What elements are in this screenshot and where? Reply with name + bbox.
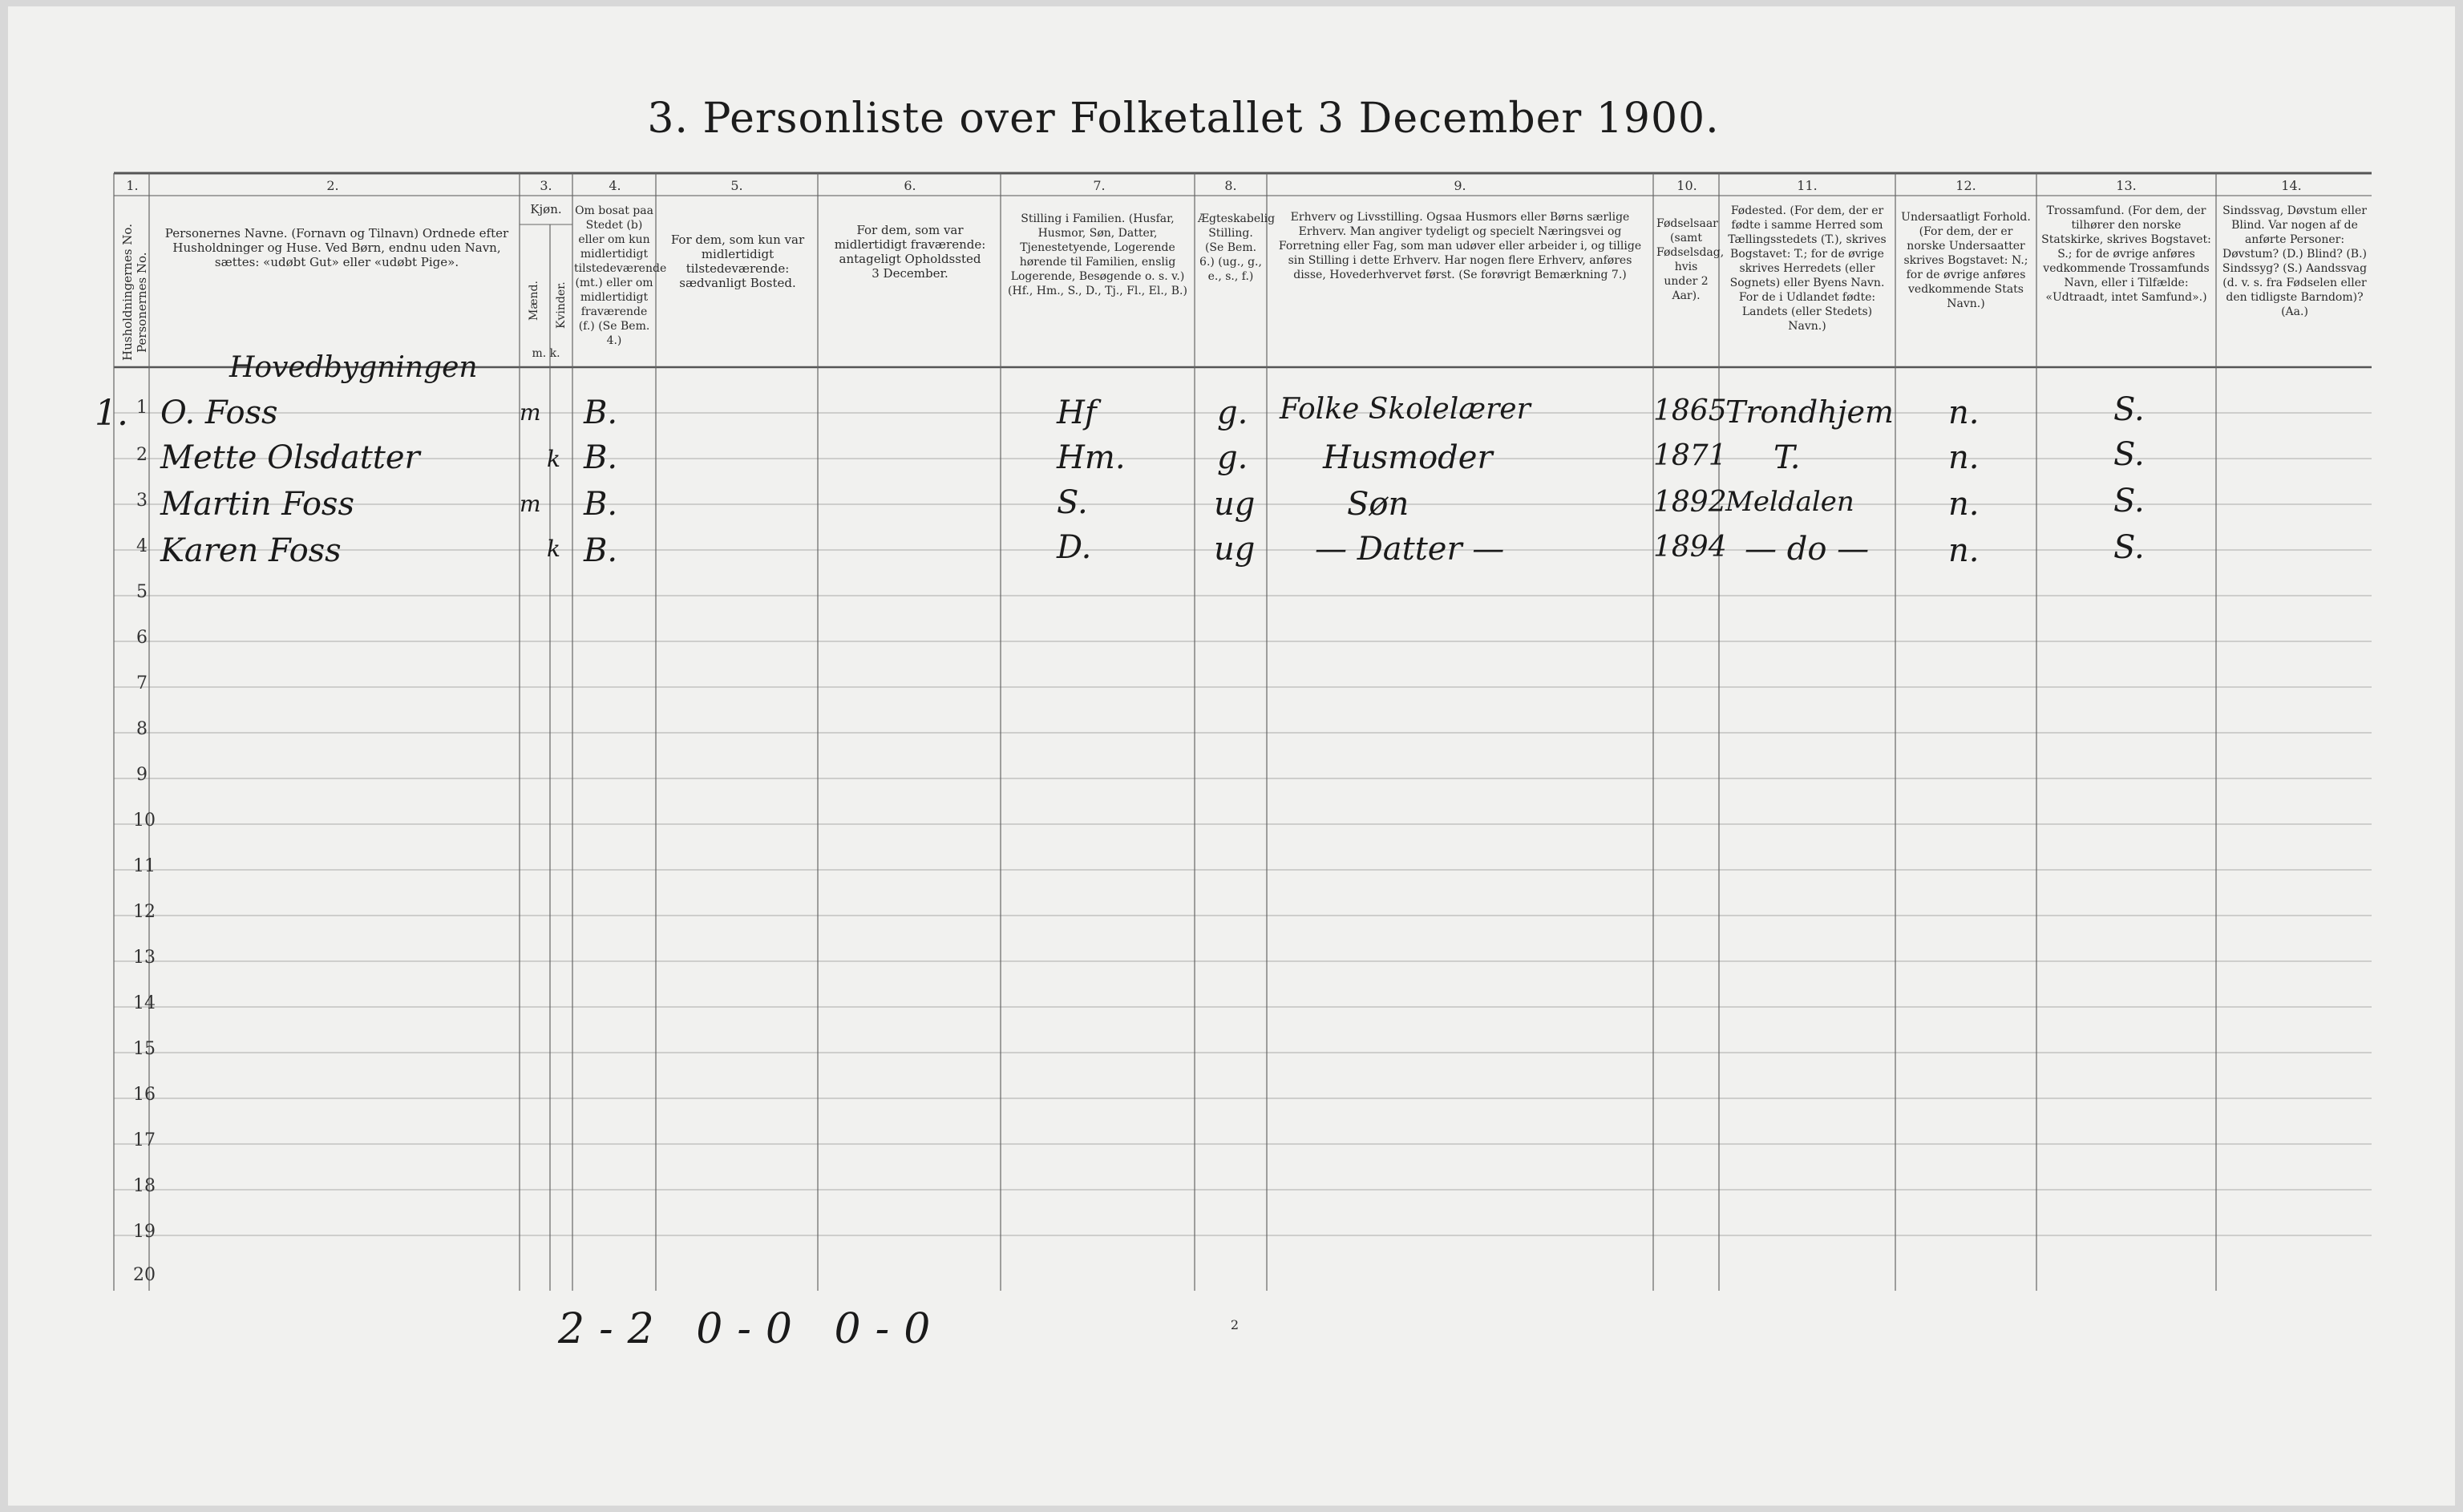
column-number-6: 6.	[904, 178, 916, 193]
header-sex-men: Mænd.	[528, 281, 540, 321]
occupation: Folke Skolelærer	[1280, 393, 1531, 426]
page-title: 3. Personliste over Folketallet 3 December 1900.	[647, 95, 1720, 143]
row-number: 7	[136, 673, 148, 693]
religion: S.	[2113, 483, 2145, 519]
column-number-4: 4.	[609, 178, 621, 193]
citizenship: n.	[1948, 439, 1980, 476]
sex-mark: k	[547, 536, 560, 562]
header-family-position: Stilling i Familien. (Husfar, Husmor, Søn, Datter, Tjenestetyende, Logerende hørende til Familien, enslig Logerende, Besøgende o. s. v.) (Hf., Hm., S., D., Tj., Fl., El., B.)	[1008, 212, 1187, 297]
person-name: O. Foss	[160, 394, 278, 431]
marital-status: ug	[1214, 486, 1256, 523]
row-number: 18	[133, 1176, 156, 1196]
citizenship: n.	[1948, 394, 1980, 431]
row-number: 16	[133, 1085, 156, 1105]
person-name: Mette Olsdatter	[160, 439, 420, 476]
header-marital-status: Ægteskabelig Stilling. (Se Bem. 6.) (ug., g., e., s., f.)	[1198, 212, 1276, 283]
header-residence: Om bosat paa Stedet (b) eller om kun midlertidigt tilstedeværende (mt.) eller om midlertidigt fraværende (f.) (Se Bem. 4.)	[574, 204, 667, 347]
header-religion: Trossamfund. (For dem, der tilhører den norske Statskirke, skrives Bogstavet: S.; for de øvrige anføres vedkommende Trossamfunds Navn, eller i Tilfælde: «Udtraadt, intet Samfund».)	[2041, 204, 2211, 304]
person-name: Karen Foss	[160, 532, 342, 569]
column-number-8: 8.	[1224, 178, 1237, 193]
column-number-13: 13.	[2116, 178, 2137, 193]
header-occupation: Erhverv og Livsstilling. Ogsaa Husmors eller Børns særlige Erhverv. Man angiver tydeligt og specielt Næringsvei og Forretning eller Fag, som man udøver eller arbeider i, og tillige sin Stilling i dette Erhverv. Har nogen flere Erhverv, anføres disse, Hovederhvervet først. (Se forøvrigt Bemærkning 7.)	[1278, 211, 1642, 281]
row-number: 17	[133, 1130, 156, 1150]
birthplace: Trondhjem	[1725, 394, 1894, 430]
row-number: 2	[136, 445, 148, 465]
birth-year: 1865	[1653, 394, 1727, 427]
row-number: 5	[136, 582, 148, 602]
row-number: 3	[136, 491, 148, 511]
marital-status: ug	[1214, 531, 1256, 568]
row-number: 14	[133, 993, 156, 1013]
household-number: 1.	[95, 393, 128, 434]
birth-year: 1871	[1653, 439, 1727, 472]
occupation: Søn	[1347, 486, 1409, 523]
header-usual-residence: For dem, som kun var midlertidigt tilstedeværende: sædvanligt Bosted.	[670, 232, 805, 290]
occupation: — Datter —	[1315, 531, 1505, 568]
birth-year: 1892	[1653, 486, 1727, 519]
column-number-2: 2.	[326, 178, 339, 193]
header-names: Personernes Navne. (Fornavn og Tilnavn) Ordnede efter Husholdninger og Huse. Ved Børn, endnu uden Navn, sættes: «udøbt Gut» eller «udøbt Pige».	[164, 226, 509, 269]
row-number: 13	[133, 948, 156, 968]
family-position: S.	[1057, 484, 1088, 521]
marital-status: g.	[1217, 439, 1248, 476]
household-label: Hovedbygningen	[229, 351, 478, 384]
sex-mark: m	[520, 491, 541, 517]
header-sex-mk: m. k.	[532, 347, 560, 360]
header-person-no: Personernes No.	[135, 252, 149, 353]
header-temporary-location: For dem, som var midlertidigt fraværende: antageligt Opholdssted 3 December.	[834, 223, 986, 281]
occupation: Husmoder	[1323, 439, 1493, 476]
row-number: 4	[136, 536, 148, 556]
page-number: 2	[1230, 1317, 1240, 1332]
column-number-3: 3.	[540, 178, 552, 193]
birthplace: — do —	[1745, 531, 1870, 568]
person-name: Martin Foss	[160, 486, 354, 523]
sex-mark: k	[547, 446, 560, 472]
column-number-12: 12.	[1955, 178, 1976, 193]
residence-mark: B.	[584, 394, 618, 431]
row-number: 6	[136, 628, 148, 648]
header-disability: Sindssvag, Døvstum eller Blind. Var nogen af de anførte Personer: Døvstum? (D.) Blind? (B.) Sindssyg? (S.) Aandssvag (d. v. s. fra Fødselen eller den tidligste Barndom)? (Aa.)	[2222, 204, 2368, 318]
row-number: 19	[133, 1222, 156, 1242]
birthplace: T.	[1773, 439, 1801, 476]
family-position: Hf	[1057, 394, 1097, 431]
residence-mark: B.	[584, 439, 618, 476]
column-number-1: 1.	[126, 178, 139, 193]
header-birth-year: Fødselsaar (samt Fødselsdag, hvis under 2 Aar).	[1656, 217, 1725, 302]
row-number: 12	[133, 902, 156, 922]
footer-tally: 2-2 0-0 0-0	[558, 1305, 945, 1353]
residence-mark: B.	[584, 486, 618, 523]
column-number-5: 5.	[730, 178, 743, 193]
column-number-11: 11.	[1797, 178, 1818, 193]
header-sex-women: Kvinder.	[555, 281, 568, 329]
header-birthplace: Fødested. (For dem, der er fødte i samme Herred som Tællingsstedets (T.), skrives Bogstavet: T.; for de øvrige skrives Herredets (eller Sognets) eller Byens Navn. For de i Udlandet fødte: Landets (eller Stedets) Navn.)	[1728, 204, 1887, 333]
marital-status: g.	[1217, 394, 1248, 431]
family-position: Hm.	[1057, 439, 1126, 476]
birthplace: Meldalen	[1725, 486, 1854, 518]
sex-mark: m	[520, 399, 541, 426]
row-number: 11	[133, 856, 156, 876]
row-number: 10	[133, 811, 156, 831]
residence-mark: B.	[584, 532, 618, 569]
row-number: 15	[133, 1039, 156, 1059]
header-household-no: Husholdningernes No.	[120, 224, 135, 361]
column-number-10: 10.	[1676, 178, 1697, 193]
row-number: 1	[136, 398, 148, 418]
column-number-14: 14.	[2281, 178, 2302, 193]
column-number-9: 9.	[1454, 178, 1466, 193]
citizenship: n.	[1948, 486, 1980, 523]
column-number-7: 7.	[1093, 178, 1106, 193]
religion: S.	[2113, 391, 2145, 428]
birth-year: 1894	[1653, 531, 1727, 564]
header-sex: Kjøn.	[530, 202, 562, 216]
citizenship: n.	[1948, 532, 1980, 569]
row-number: 20	[133, 1265, 156, 1285]
row-number: 9	[136, 765, 148, 785]
religion: S.	[2113, 436, 2145, 473]
row-number: 8	[136, 719, 148, 739]
header-citizenship: Undersaatligt Forhold. (For dem, der er norske Undersaatter skrives Bogstavet: N.; for de øvrige anføres vedkommende Stats Navn.)	[1901, 211, 2031, 310]
religion: S.	[2113, 529, 2145, 566]
family-position: D.	[1057, 529, 1092, 566]
